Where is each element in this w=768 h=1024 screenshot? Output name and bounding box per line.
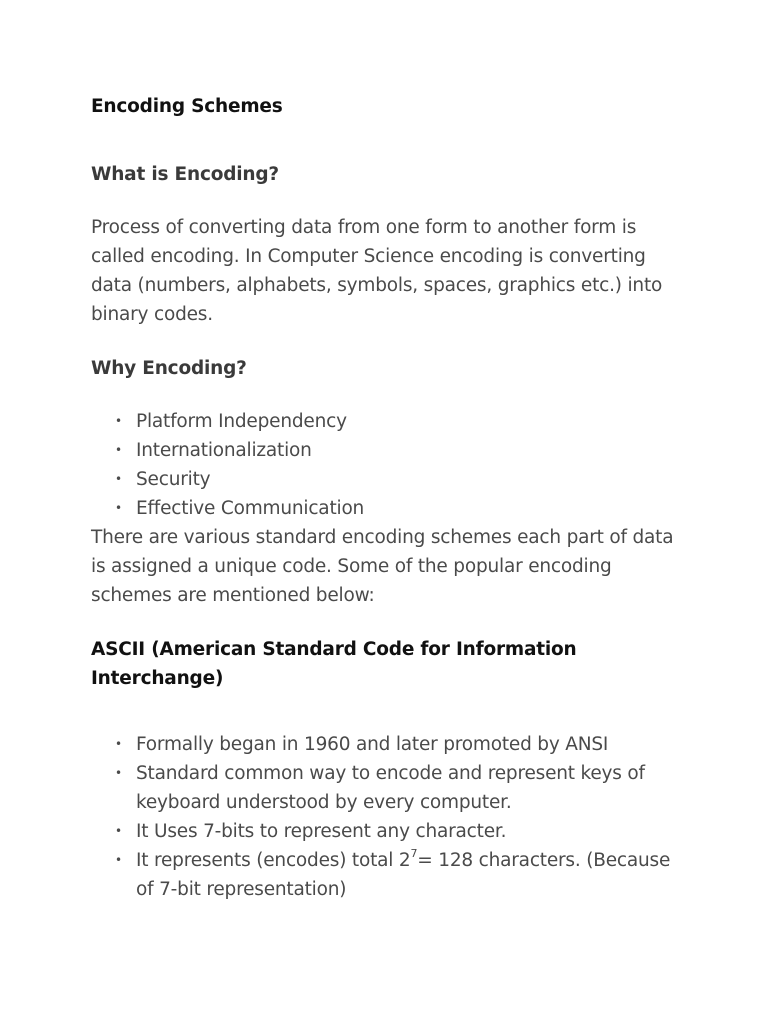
bullet-icon: • xyxy=(115,853,122,867)
what-is-encoding-paragraph: Process of converting data from one form to another form is called encoding. In Computer Science encoding is converting data (numbers, alphabets, symbols, spaces, graphics etc.) into binary codes. xyxy=(91,217,663,325)
bullet-icon: • xyxy=(115,414,122,428)
document-title: Encoding Schemes xyxy=(91,96,283,117)
list-item-text: Standard common way to encode and represent keys of keyboard understood by every computer. xyxy=(136,763,645,813)
list-item xyxy=(91,730,691,759)
bullet-icon: • xyxy=(115,472,122,486)
ascii-list xyxy=(91,730,691,904)
bullet-icon: • xyxy=(115,501,122,515)
what-is-encoding-heading: What is Encoding? xyxy=(91,164,279,185)
list-item-text: It represents (encodes) total 2 xyxy=(136,850,411,871)
why-encoding-heading: Why Encoding? xyxy=(91,358,247,379)
list-item xyxy=(91,759,691,817)
list-item xyxy=(91,846,691,904)
ascii-heading: ASCII (American Standard Code for Information Interchange) xyxy=(91,639,577,689)
bullet-icon: • xyxy=(115,824,122,838)
exponent: 7 xyxy=(410,846,418,860)
list-item-text: It Uses 7-bits to represent any character. xyxy=(136,821,507,842)
list-item-text: Effective Communication xyxy=(136,498,365,519)
list-item xyxy=(91,436,691,465)
list-item-text: Formally began in 1960 and later promoted by ANSI xyxy=(136,734,609,755)
bullet-icon: • xyxy=(115,766,122,780)
list-item xyxy=(91,494,691,523)
why-encoding-list xyxy=(91,407,691,523)
bullet-icon: • xyxy=(115,443,122,457)
document-page xyxy=(91,92,691,904)
list-item xyxy=(91,817,691,846)
list-item-text: Security xyxy=(136,469,211,490)
encoding-schemes-intro-paragraph: There are various standard encoding schemes each part of data is assigned a unique code. Some of the popular encoding schemes are mentioned below: xyxy=(91,527,674,606)
list-item-text: Internationalization xyxy=(136,440,312,461)
list-item-text: = 128 characters. (Because of 7-bit representation) xyxy=(136,850,671,900)
list-item xyxy=(91,407,691,436)
bullet-icon: • xyxy=(115,737,122,751)
list-item xyxy=(91,465,691,494)
list-item-text: Platform Independency xyxy=(136,411,347,432)
